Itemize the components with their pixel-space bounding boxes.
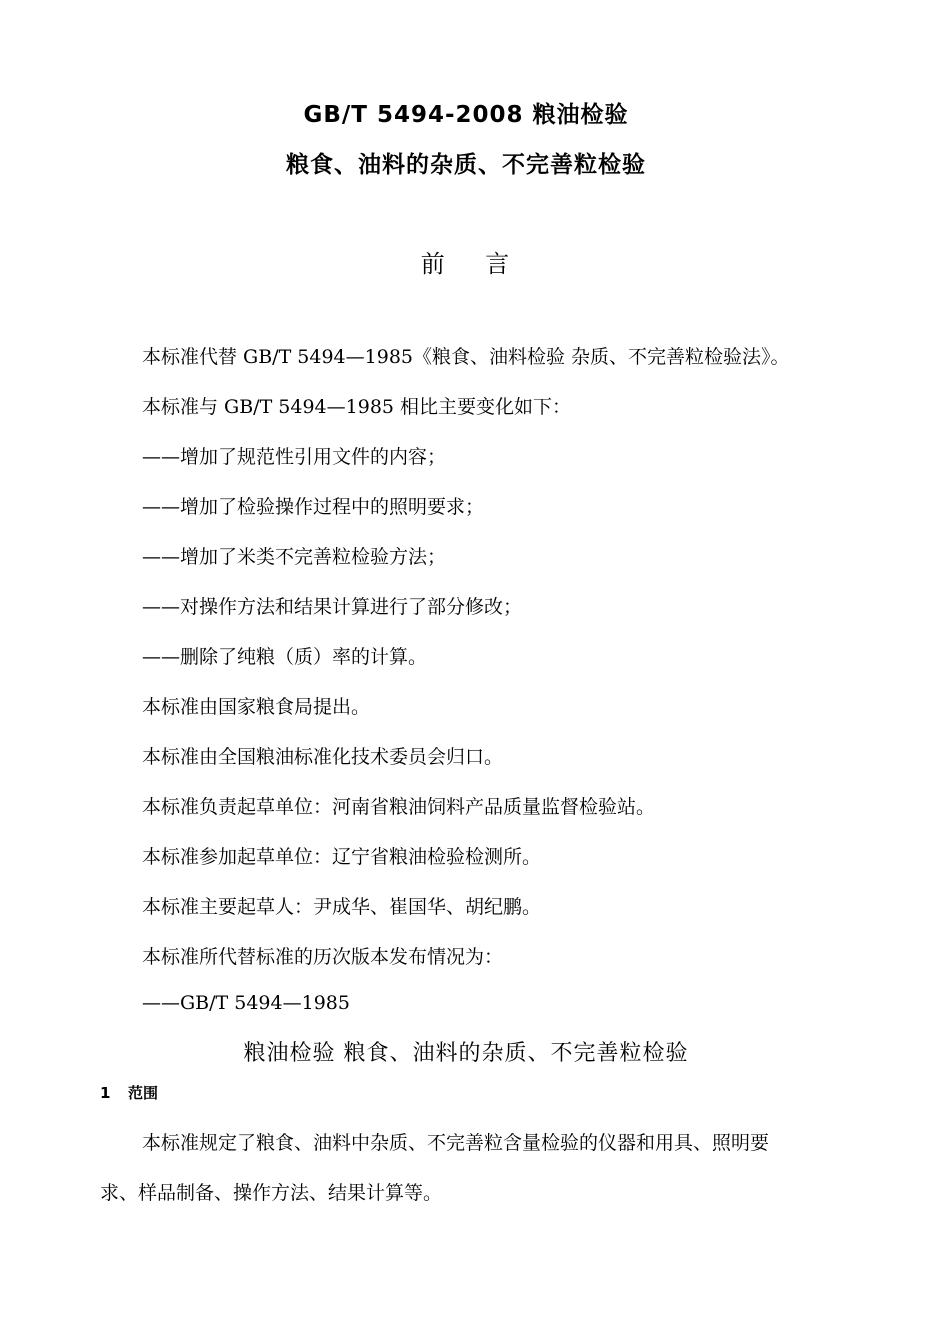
change-list-item: ——删除了纯粮（质）率的计算。: [142, 646, 428, 668]
foreword-paragraph: 本标准由国家粮食局提出。: [142, 696, 371, 718]
document-title: GB/T 5494-2008 粮油检验: [303, 102, 629, 128]
standard-title: 粮油检验 粮食、油料的杂质、不完善粒检验: [243, 1041, 689, 1066]
foreword-heading: 前 言: [420, 250, 512, 278]
section-number: 1: [100, 1084, 111, 1102]
superseded-version-item: ——GB/T 5494—1985: [142, 992, 350, 1014]
foreword-paragraph: 本标准负责起草单位：河南省粮油饲料产品质量监督检验站。: [142, 796, 656, 818]
foreword-paragraph: 本标准由全国粮油标准化技术委员会归口。: [142, 746, 504, 768]
change-list-item: ——增加了规范性引用文件的内容；: [142, 446, 447, 468]
foreword-paragraph: 本标准所代替标准的历次版本发布情况为：: [142, 946, 504, 968]
foreword-paragraph: 本标准主要起草人：尹成华、崔国华、胡纪鹏。: [142, 896, 542, 918]
section-title: 范围: [128, 1084, 159, 1102]
change-list-item: ——增加了米类不完善粒检验方法；: [142, 546, 447, 568]
foreword-paragraph: 本标准代替 GB/T 5494—1985《粮食、油料检验 杂质、不完善粒检验法》。: [142, 346, 790, 368]
change-list-item: ——增加了检验操作过程中的照明要求；: [142, 496, 485, 518]
foreword-paragraph: 本标准参加起草单位：辽宁省粮油检验检测所。: [142, 846, 542, 868]
section-body-text: 求、样品制备、操作方法、结果计算等。: [100, 1182, 443, 1204]
section-body-text: 本标准规定了粮食、油料中杂质、不完善粒含量检验的仪器和用具、照明要: [142, 1132, 770, 1154]
foreword-paragraph: 本标准与 GB/T 5494—1985 相比主要变化如下：: [142, 396, 572, 418]
document-subtitle: 粮食、油料的杂质、不完善粒检验: [286, 152, 646, 178]
change-list-item: ——对操作方法和结果计算进行了部分修改；: [142, 596, 523, 618]
section-heading: [100, 1082, 158, 1103]
